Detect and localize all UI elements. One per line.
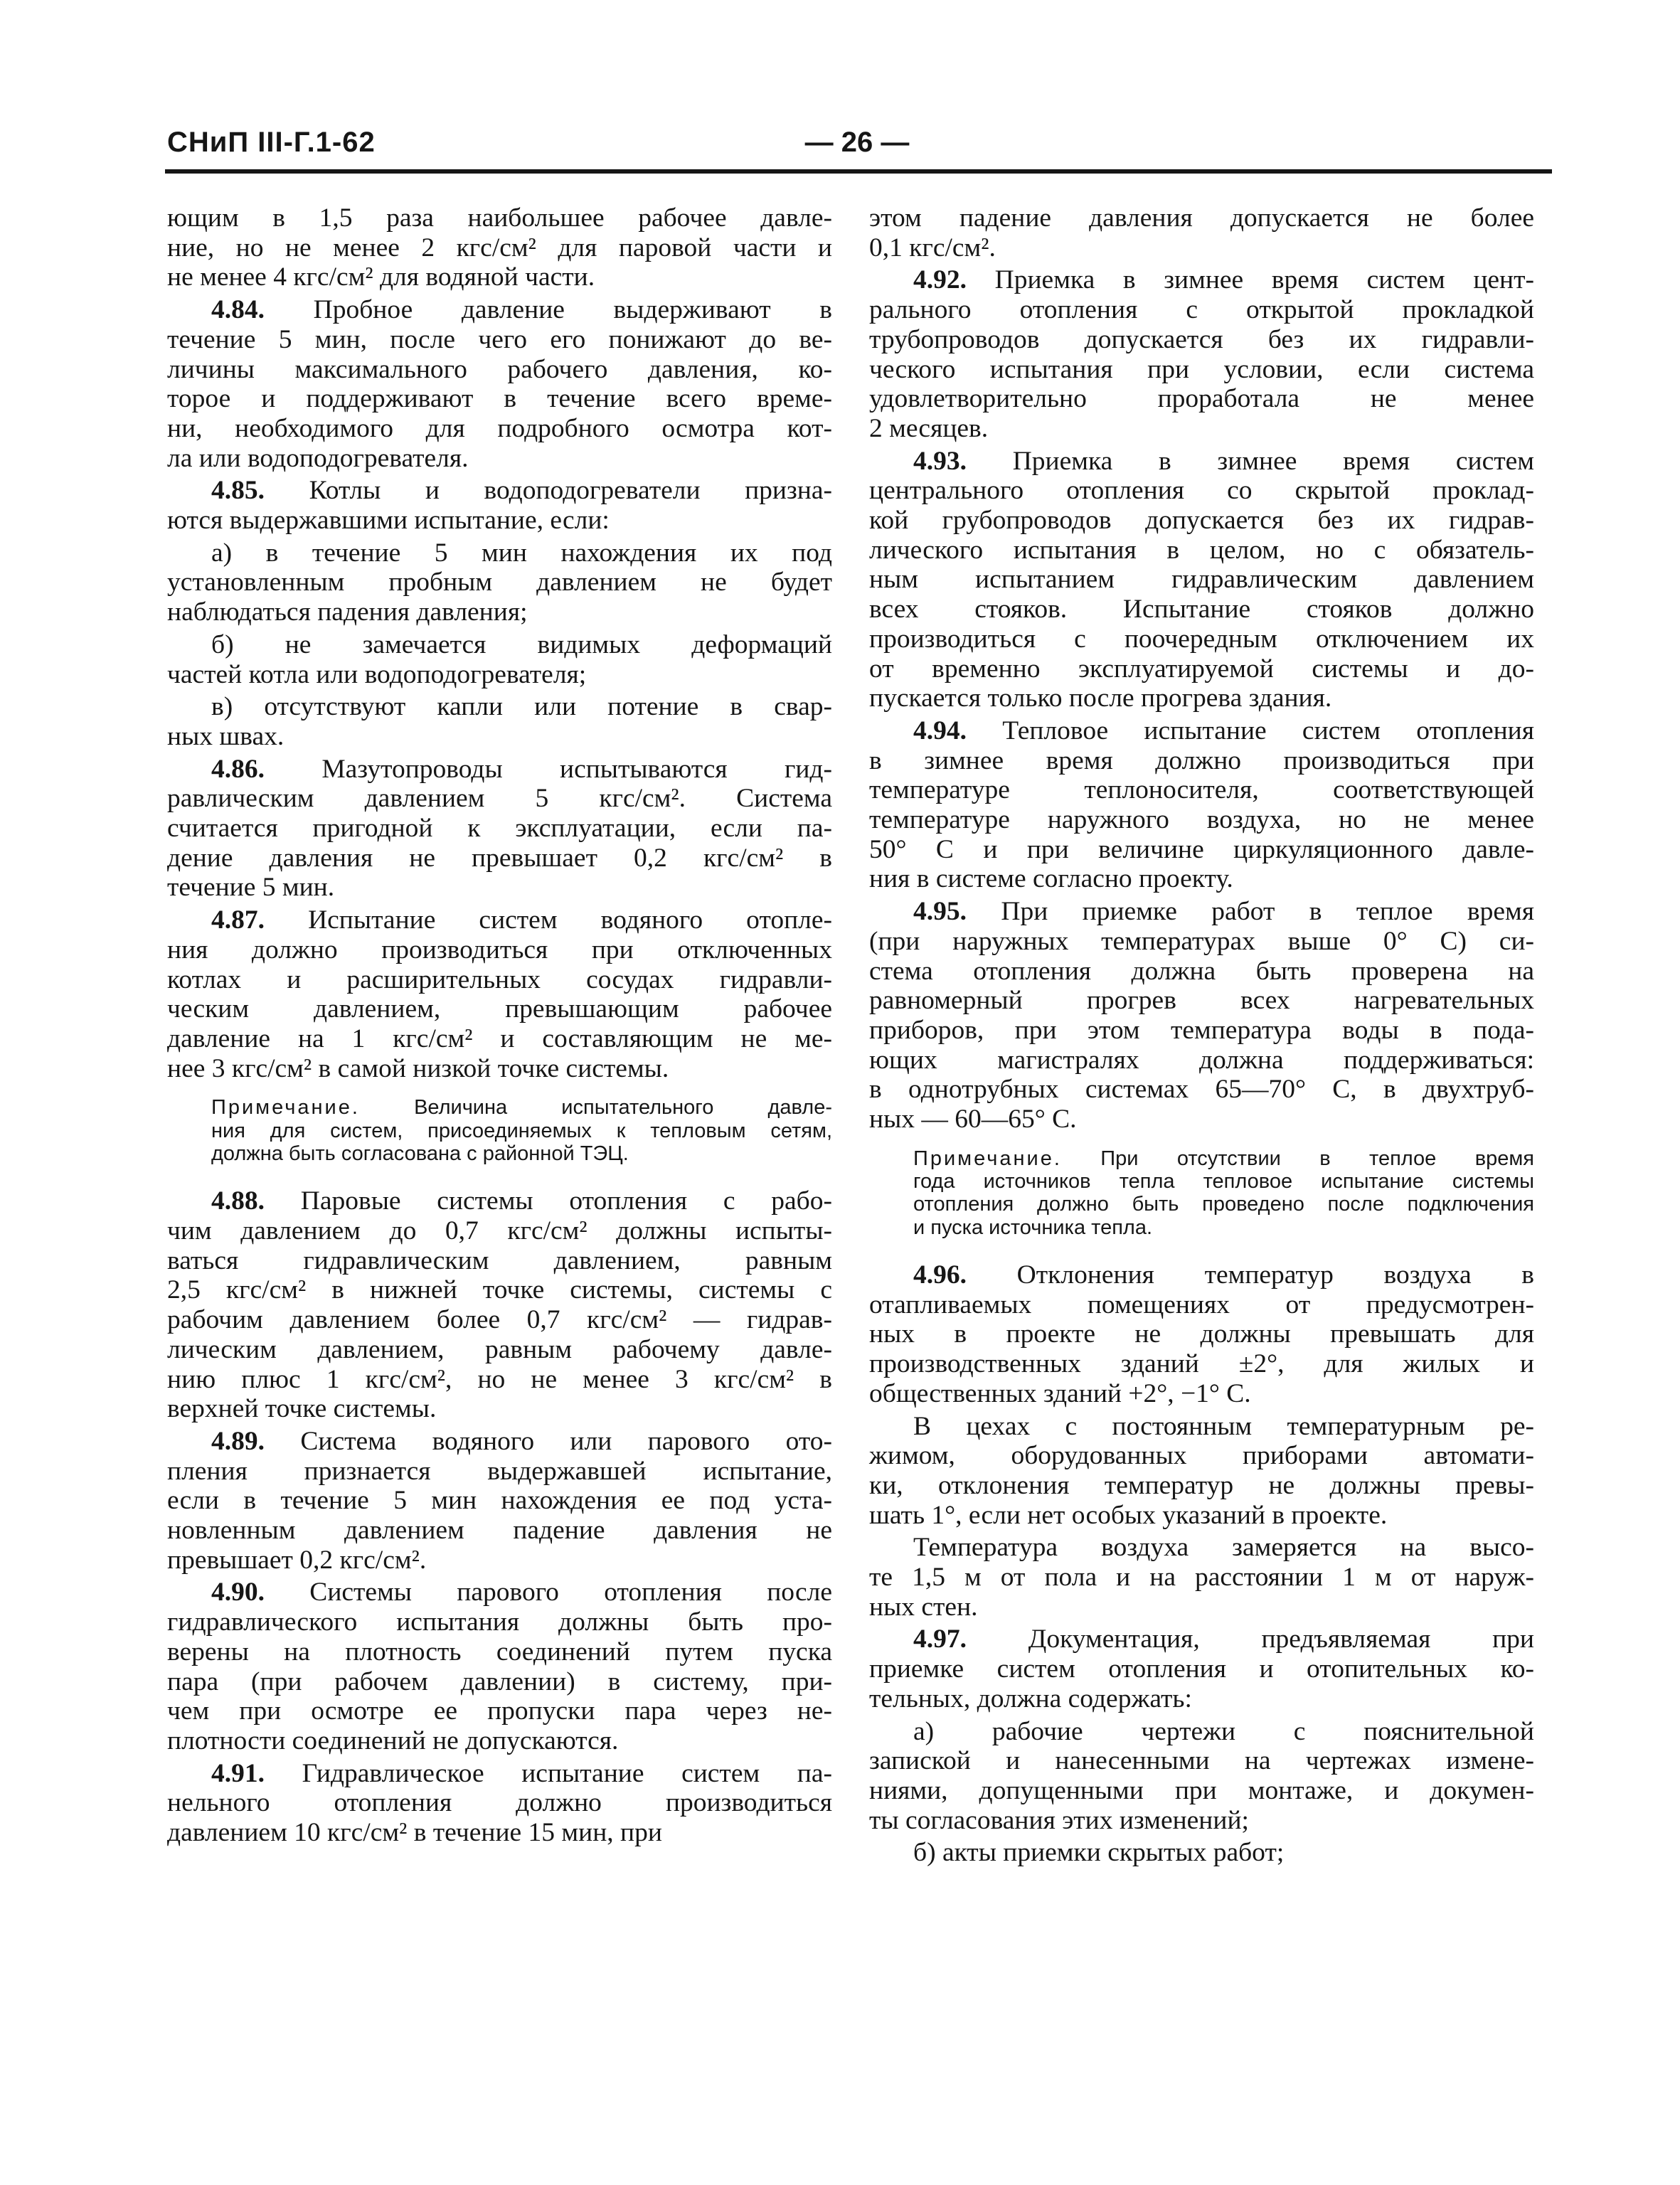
text-line: [869, 355, 1534, 385]
right-column: [869, 203, 1534, 1868]
line-text: б) акты приемки скрытых работ;: [913, 1838, 1285, 1868]
line-text: общественных зданий +2°, −1° С.: [869, 1378, 1251, 1408]
line-text: верены на плотность соединений путем пуска: [167, 1637, 832, 1666]
text-line: [869, 295, 1534, 325]
note-line: [167, 1096, 832, 1119]
line-text: давлением 10 кгс/см² в течение 15 мин, при: [167, 1818, 662, 1848]
text-line: [869, 1075, 1534, 1105]
line-text: котлах и расширительных сосудах гидравли-: [167, 964, 832, 994]
clause-number: 4.92.: [913, 265, 967, 295]
text-line: [167, 1427, 832, 1457]
line-text: Испытание систем водяного отопле-: [265, 905, 832, 935]
text-line: [869, 325, 1534, 355]
clause-number: 4.91.: [211, 1758, 265, 1788]
text-line: [167, 325, 832, 355]
text-line: [869, 1717, 1534, 1747]
text-line: [869, 1412, 1534, 1442]
text-line: [869, 716, 1534, 746]
text-line: [869, 1046, 1534, 1075]
line-text: ния для систем, присоединяемых к тепловым сетям,: [211, 1119, 832, 1142]
text-line: [167, 814, 832, 844]
line-text: (при наружных температурах выше 0° С) си-: [869, 926, 1534, 956]
text-line: [167, 1607, 832, 1637]
text-line: [167, 1818, 832, 1848]
line-text: а) рабочие чертежи с пояснительной: [913, 1716, 1534, 1746]
text-line: [167, 1335, 832, 1365]
text-line: [167, 1457, 832, 1487]
line-text: центрального отопления со скрытой проклад-: [869, 476, 1534, 506]
text-line: [869, 233, 1534, 263]
text-line: [167, 844, 832, 873]
line-text: ни, необходимого для подробного осмотра кот-: [167, 413, 832, 443]
line-text: пара (при рабочем давлении) в систему, при-: [167, 1666, 832, 1696]
text-line: [869, 835, 1534, 865]
line-text: шать 1°, если нет особых указаний в проекте.: [869, 1500, 1388, 1530]
line-text: в) отсутствуют капли или потение в свар-: [211, 692, 832, 722]
text-line: [869, 1260, 1534, 1290]
clause-number: 4.86.: [211, 754, 265, 784]
text-line: [869, 1746, 1534, 1776]
line-text: ческого испытания при условии, если система: [869, 354, 1534, 384]
line-text: удовлетворительно проработала не менее: [869, 384, 1534, 414]
line-text: Температура воздуха замеряется на высо-: [913, 1533, 1534, 1563]
line-text: 2 месяцев.: [869, 413, 989, 443]
text-line: [869, 1501, 1534, 1531]
text-line: [869, 1319, 1534, 1349]
clause-number: 4.96.: [913, 1260, 967, 1290]
text-line: [167, 784, 832, 814]
line-text: приборов, при этом температура воды в пода-: [869, 1015, 1534, 1045]
document-code: СНиП III-Г.1-62: [167, 127, 376, 158]
note-label: Примечание.: [211, 1096, 360, 1120]
text-line: [869, 1349, 1534, 1379]
line-text: нию плюс 1 кгс/см², но не менее 3 кгс/см² в: [167, 1364, 832, 1394]
text-line: [869, 927, 1534, 957]
line-text: Величина испытательного давле-: [359, 1096, 832, 1120]
line-text: года источников тепла тепловое испытание системы: [913, 1170, 1534, 1193]
text-line: [167, 262, 832, 292]
text-line: [167, 476, 832, 506]
note-line: [869, 1216, 1534, 1239]
text-line: [869, 265, 1534, 295]
note-line: [869, 1193, 1534, 1216]
line-text: В цехах с постоянным температурным ре-: [913, 1411, 1534, 1441]
text-line: [869, 384, 1534, 414]
line-text: от временно эксплуатируемой системы и до-: [869, 654, 1534, 684]
line-text: производственных зданий ±2°, для жилых и: [869, 1349, 1534, 1379]
line-text: стема отопления должна быть проверена на: [869, 956, 1534, 986]
line-text: наблюдаться падения давления;: [167, 597, 528, 627]
text-line: [869, 624, 1534, 654]
line-text: запиской и нанесенными на чертежах измене-: [869, 1746, 1534, 1776]
text-line: [167, 1637, 832, 1667]
line-text: пускается только после прогрева здания.: [869, 684, 1332, 713]
line-text: отопления должно быть проведено после подключения: [913, 1193, 1534, 1216]
line-text: ных в проекте не должны превышать для: [869, 1319, 1534, 1349]
text-line: [869, 414, 1534, 444]
line-text: в зимнее время должно производиться при: [869, 745, 1534, 775]
line-text: чем при осмотре ее пропуски пара через не-: [167, 1696, 832, 1726]
text-line: [869, 805, 1534, 835]
text-line: [167, 1186, 832, 1216]
text-line: [869, 1290, 1534, 1320]
text-line: [167, 1024, 832, 1054]
line-text: ты согласования этих изменений;: [869, 1805, 1249, 1835]
text-line: [167, 935, 832, 965]
line-text: ки, отклонения температур не должны превы-: [869, 1470, 1534, 1500]
text-line: [167, 630, 832, 660]
line-text: а) в течение 5 мин нахождения их под: [211, 538, 832, 568]
text-line: [167, 692, 832, 722]
text-line: [869, 595, 1534, 624]
line-text: установленным пробным давлением не будет: [167, 568, 832, 597]
text-line: [167, 873, 832, 903]
text-line: [167, 568, 832, 597]
line-text: считается пригодной к эксплуатации, если па-: [167, 814, 832, 844]
clause-number: 4.93.: [913, 446, 967, 476]
line-text: и пуска источника тепла.: [913, 1216, 1153, 1239]
line-text: кой грубопроводов допускается без их гидрав-: [869, 506, 1534, 536]
text-line: [167, 994, 832, 1024]
text-line: [167, 755, 832, 785]
text-line: [869, 864, 1534, 894]
text-line: [869, 1441, 1534, 1471]
text-line: [869, 1105, 1534, 1134]
note-line: [869, 1170, 1534, 1193]
line-text: ющих магистралях должна поддерживаться:: [869, 1045, 1534, 1075]
line-text: Приемка в зимнее время систем: [967, 446, 1534, 476]
line-text: ных швах.: [167, 721, 285, 751]
line-text: дение давления не превышает 0,2 кгс/см² в: [167, 843, 832, 873]
line-text: Котлы и водоподогреватели призна-: [265, 476, 832, 506]
line-text: рабочим давлением более 0,7 кгс/см² — гидрав-: [167, 1305, 832, 1335]
clause-number: 4.89.: [211, 1426, 265, 1456]
text-line: [869, 203, 1534, 233]
line-text: ла или водоподогревателя.: [167, 443, 469, 473]
text-line: [167, 1246, 832, 1276]
line-text: должна быть согласована с районной ТЭЦ.: [211, 1142, 629, 1165]
text-line: [167, 905, 832, 935]
line-text: плотности соединений не допускаются.: [167, 1726, 619, 1755]
line-text: Пробное давление выдерживают в: [265, 295, 832, 325]
line-text: ных стен.: [869, 1592, 978, 1622]
text-line: [167, 965, 832, 995]
text-line: [869, 746, 1534, 776]
line-text: 2,5 кгс/см² в нижней точке системы, системы с: [167, 1275, 832, 1305]
text-line: [869, 1016, 1534, 1046]
text-line: [167, 660, 832, 690]
line-text: равлическим давлением 5 кгс/см². Система: [167, 784, 832, 814]
line-text: ваться гидравлическим давлением, равным: [167, 1245, 832, 1275]
text-line: [869, 1533, 1534, 1563]
line-text: верхней точке системы.: [167, 1394, 437, 1424]
text-line: [869, 684, 1534, 713]
text-line: [869, 1625, 1534, 1654]
line-text: ния должно производиться при отключенных: [167, 935, 832, 964]
text-line: [167, 1394, 832, 1424]
text-line: [869, 654, 1534, 684]
line-text: отапливаемых помещениях от предусмотрен-: [869, 1290, 1534, 1319]
line-text: ния в системе согласно проекту.: [869, 864, 1233, 894]
text-line: [167, 1486, 832, 1516]
line-text: ниями, допущенными при монтаже, и докумен-: [869, 1775, 1534, 1805]
line-text: производиться с поочередным отключением их: [869, 624, 1534, 654]
line-text: равномерный прогрев всех нагревательных: [869, 986, 1534, 1016]
line-text: б) не замечается видимых деформаций: [211, 629, 832, 659]
text-line: [869, 897, 1534, 927]
text-line: [167, 1759, 832, 1789]
line-text: давление на 1 кгс/см² и составляющим не ме-: [167, 1024, 832, 1053]
text-line: [167, 1726, 832, 1756]
line-text: течение 5 мин.: [167, 873, 335, 903]
line-text: Документация, предъявляемая при: [967, 1625, 1534, 1654]
text-line: [869, 536, 1534, 565]
clause-number: 4.94.: [913, 716, 967, 745]
text-line: [869, 1593, 1534, 1622]
line-text: ние, но не менее 2 кгс/см² для паровой части и: [167, 233, 832, 262]
line-text: этом падение давления допускается не более: [869, 203, 1534, 233]
text-line: [869, 447, 1534, 477]
text-line: [869, 1838, 1534, 1868]
text-line: [869, 1776, 1534, 1806]
line-text: ческим давлением, превышающим рабочее: [167, 994, 832, 1024]
line-text: жимом, оборудованных приборами автомати-: [869, 1441, 1534, 1471]
line-text: не менее 4 кгс/см² для водяной части.: [167, 262, 595, 292]
line-text: рального отопления с открытой прокладкой: [869, 295, 1534, 325]
line-text: ющим в 1,5 раза наибольшее рабочее давле-: [167, 203, 832, 233]
line-text: тельных, должна содержать:: [869, 1684, 1192, 1713]
clause-number: 4.95.: [913, 897, 967, 927]
text-line: [869, 775, 1534, 805]
header-rule: [165, 169, 1552, 174]
line-text: гидравлического испытания должны быть про-: [167, 1607, 832, 1637]
note-line: [167, 1142, 832, 1165]
text-line: [167, 1305, 832, 1335]
text-line: [869, 476, 1534, 506]
line-text: температуре теплоносителя, соответствующей: [869, 775, 1534, 805]
text-line: [869, 1654, 1534, 1684]
text-line: [167, 444, 832, 474]
line-text: превышает 0,2 кгс/см².: [167, 1545, 427, 1575]
text-line: [167, 203, 832, 233]
note-label: Примечание.: [913, 1147, 1062, 1170]
text-line: [869, 1806, 1534, 1836]
line-text: Отклонения температур воздуха в: [967, 1260, 1534, 1290]
left-column: [167, 203, 832, 1848]
text-line: [167, 295, 832, 325]
text-line: [869, 986, 1534, 1016]
page-number: — 26 —: [804, 127, 910, 158]
note-line: [167, 1120, 832, 1142]
text-line: [167, 1788, 832, 1818]
line-text: Тепловое испытание систем отопления: [967, 716, 1534, 745]
text-line: [167, 1696, 832, 1726]
line-text: торое и поддерживают в течение всего време-: [167, 384, 832, 414]
clause-number: 4.90.: [211, 1578, 265, 1607]
line-text: Паровые системы отопления с рабо-: [265, 1186, 832, 1216]
line-text: если в течение 5 мин нахождения ее под уста-: [167, 1486, 832, 1516]
text-line: [167, 384, 832, 414]
clause-number: 4.87.: [211, 905, 265, 935]
text-line: [869, 1684, 1534, 1714]
clause-number: 4.85.: [211, 476, 265, 506]
line-text: ных — 60—65° С.: [869, 1105, 1077, 1134]
text-line: [167, 414, 832, 444]
line-text: 0,1 кгс/см².: [869, 233, 996, 262]
line-text: лического испытания в целом, но с обязатель-: [869, 535, 1534, 565]
text-line: [167, 1546, 832, 1575]
text-line: [869, 565, 1534, 595]
clause-number: 4.97.: [913, 1625, 967, 1654]
text-line: [167, 538, 832, 568]
text-line: [167, 597, 832, 627]
clause-number: 4.84.: [211, 295, 265, 325]
text-line: [869, 1379, 1534, 1409]
clause-number: 4.88.: [211, 1186, 265, 1216]
line-text: Мазутопроводы испытываются гид-: [265, 754, 832, 784]
text-line: [869, 1563, 1534, 1593]
line-text: всех стояков. Испытание стояков должно: [869, 595, 1534, 624]
line-text: приемке систем отопления и отопительных ко-: [869, 1654, 1534, 1684]
line-text: температуре наружного воздуха, но не менее: [869, 805, 1534, 835]
text-line: [167, 1054, 832, 1084]
line-text: Система водяного или парового ото-: [265, 1426, 832, 1456]
text-line: [167, 233, 832, 263]
line-text: новленным давлением падение давления не: [167, 1516, 832, 1546]
text-line: [167, 1275, 832, 1305]
line-text: При отсутствии в теплое время: [1061, 1147, 1534, 1170]
line-text: 50° С и при величине циркуляционного давле-: [869, 834, 1534, 864]
line-text: трубопроводов допускается без их гидравли-: [869, 324, 1534, 354]
text-line: [869, 957, 1534, 987]
line-text: Системы парового отопления после: [265, 1578, 832, 1607]
line-text: те 1,5 м от пола и на расстоянии 1 м от наруж-: [869, 1563, 1534, 1593]
line-text: лическим давлением, равным рабочему давле-: [167, 1334, 832, 1364]
text-line: [167, 1365, 832, 1395]
page-header: [167, 122, 1551, 165]
line-text: ются выдержавшими испытание, если:: [167, 506, 610, 536]
line-text: течение 5 мин, после чего его понижают до ве-: [167, 324, 832, 354]
text-line: [869, 1471, 1534, 1501]
line-text: нее 3 кгс/см² в самой низкой точке системы.: [167, 1053, 669, 1083]
text-line: [167, 1667, 832, 1697]
text-line: [167, 1216, 832, 1246]
line-text: частей котла или водоподогревателя;: [167, 659, 587, 689]
line-text: личины максимального рабочего давления, ко-: [167, 354, 832, 384]
text-line: [167, 722, 832, 752]
line-text: нельного отопления должно производиться: [167, 1788, 832, 1818]
text-line: [869, 506, 1534, 536]
line-text: ным испытанием гидравлическим давлением: [869, 565, 1534, 595]
text-line: [167, 506, 832, 536]
note-line: [869, 1147, 1534, 1170]
line-text: Приемка в зимнее время систем цент-: [967, 265, 1534, 295]
line-text: чим давлением до 0,7 кгс/см² должны испыты-: [167, 1216, 832, 1245]
line-text: в однотрубных системах 65—70° С, в двухтруб-: [869, 1075, 1534, 1105]
text-line: [167, 1578, 832, 1607]
text-line: [167, 355, 832, 385]
line-text: пления признается выдержавшей испытание,: [167, 1456, 832, 1486]
line-text: При приемке работ в теплое время: [967, 897, 1534, 927]
text-line: [167, 1516, 832, 1546]
line-text: Гидравлическое испытание систем па-: [265, 1758, 832, 1788]
